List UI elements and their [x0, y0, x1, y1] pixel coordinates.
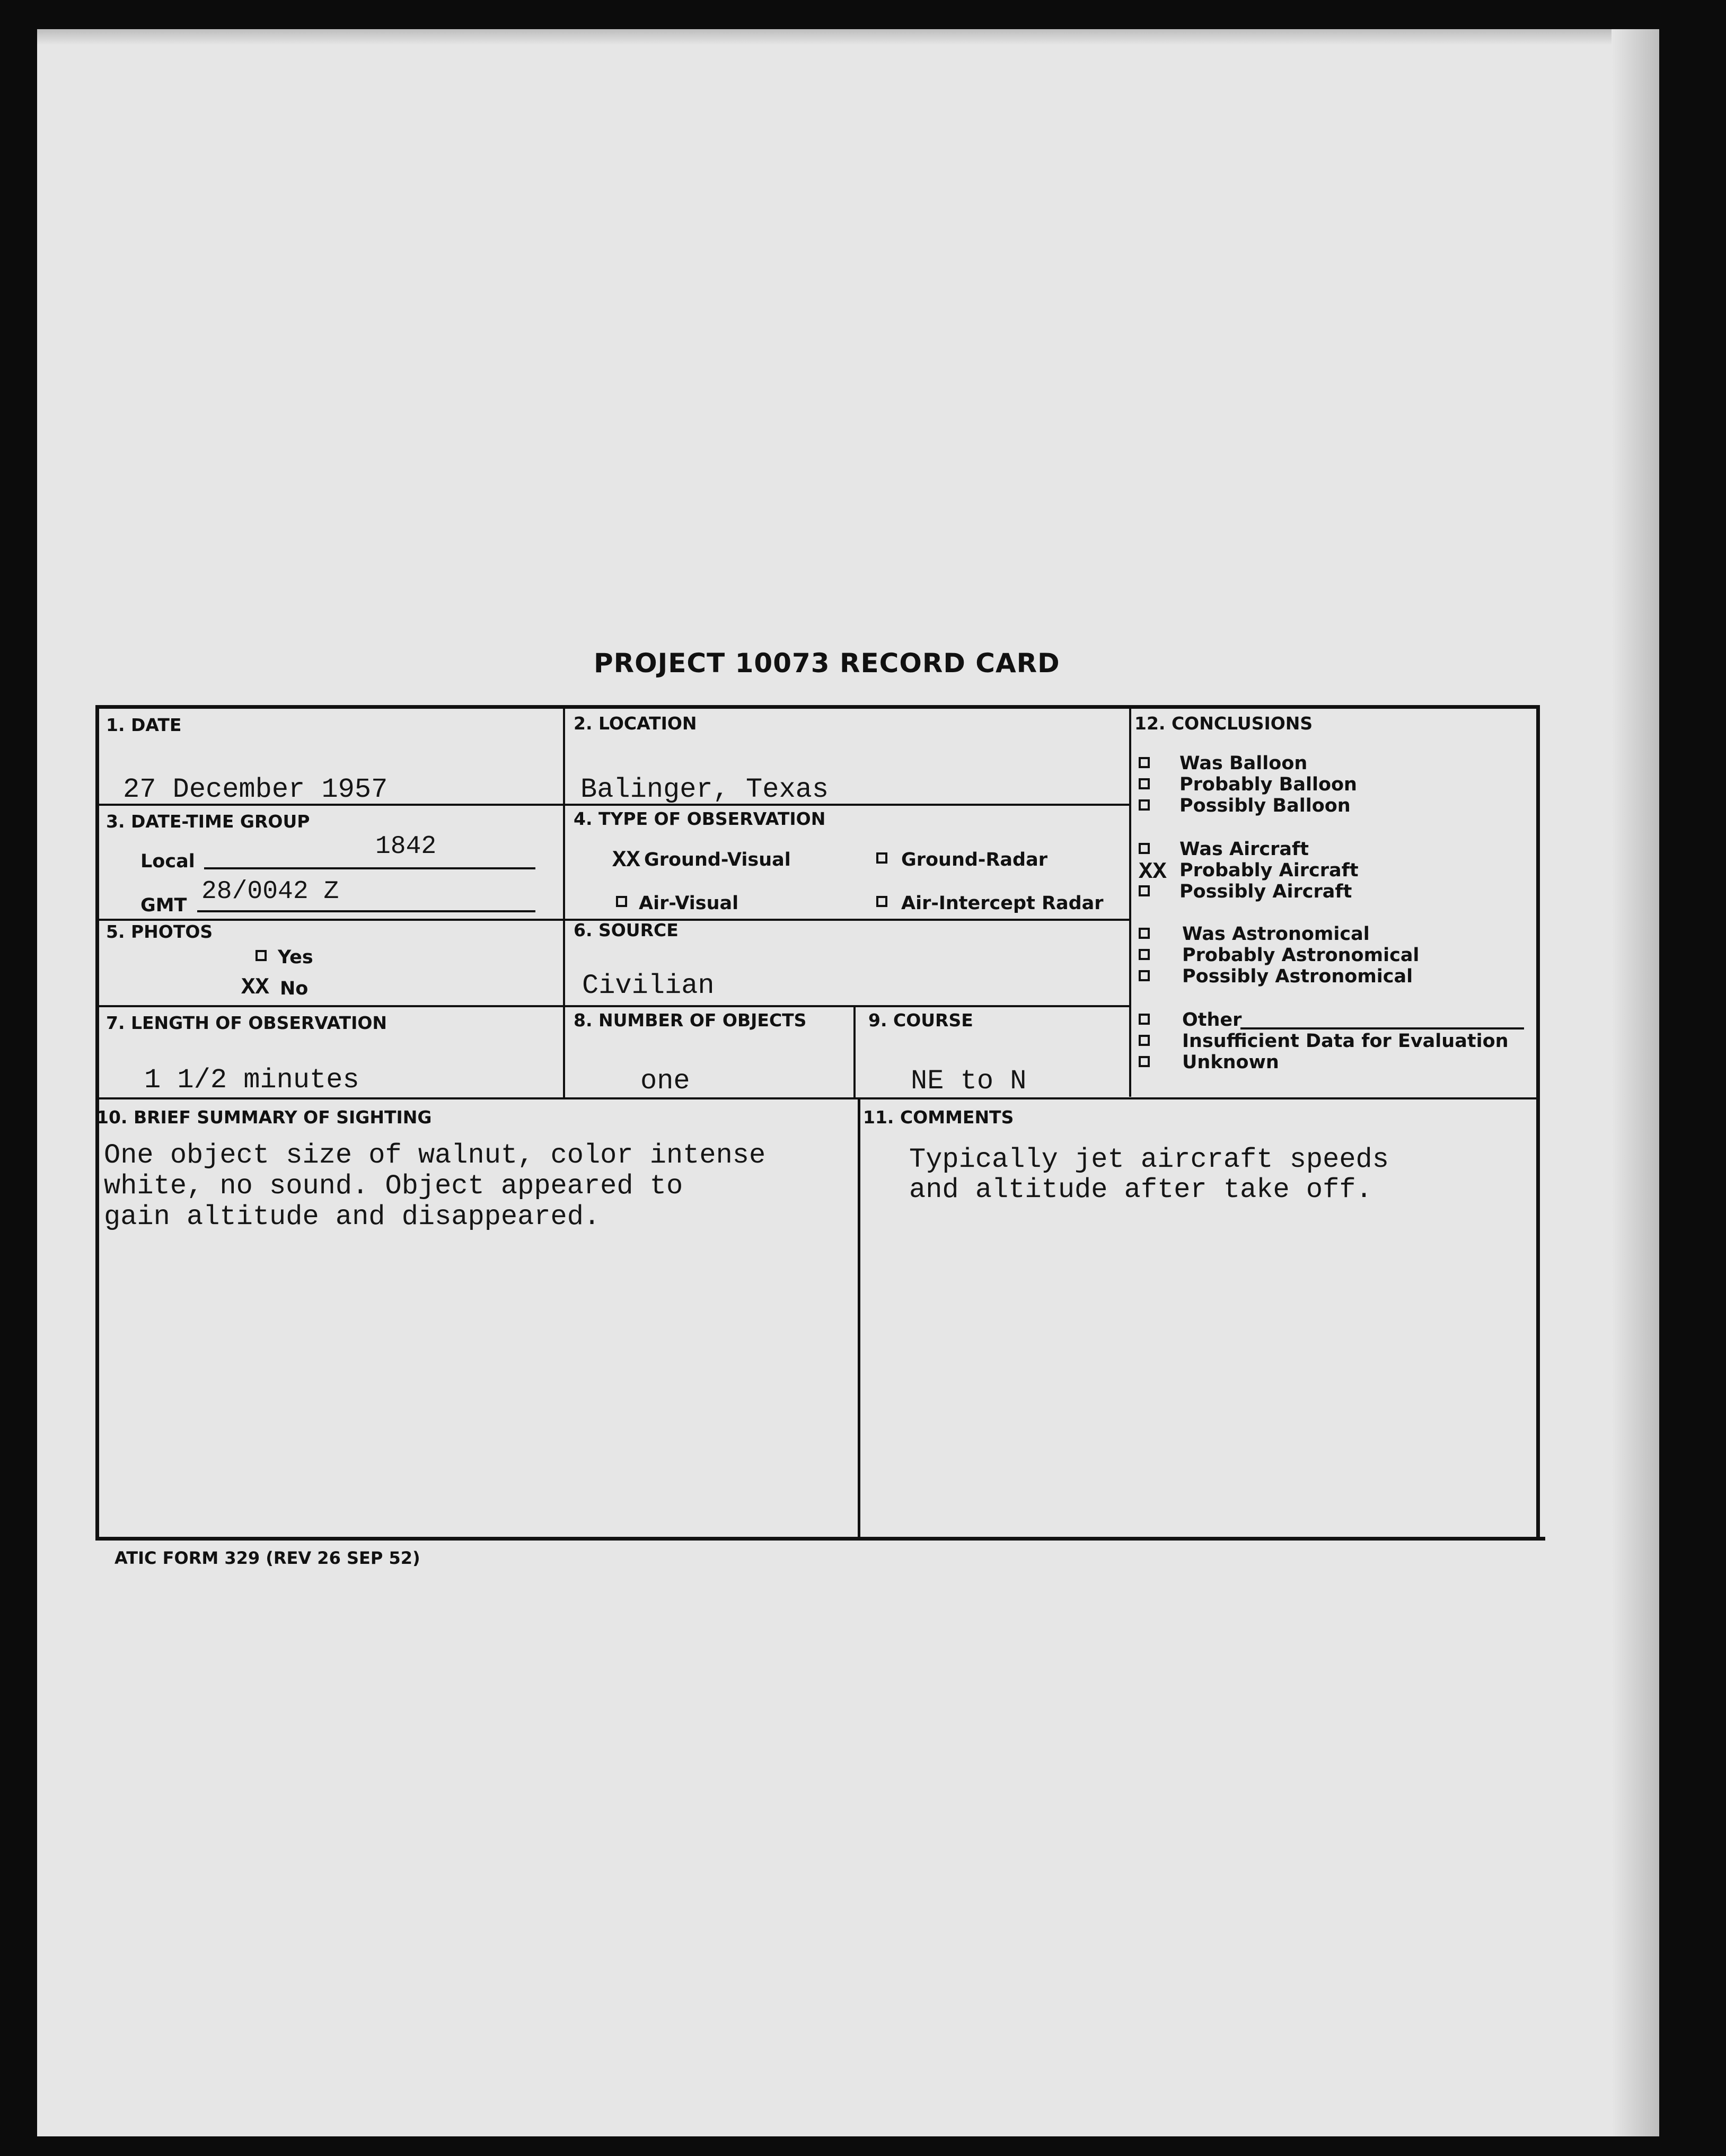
other-checkbox: [1139, 1014, 1150, 1025]
summary-line-3: gain altitude and disappeared.: [104, 1201, 601, 1233]
rule-v-conclusions: [1129, 708, 1131, 1097]
gmt-underline: [197, 910, 535, 912]
air-intercept-radar-option: Air-Intercept Radar: [901, 893, 1104, 914]
date-label: 1. DATE: [106, 715, 182, 735]
comments-label: 11. COMMENTS: [863, 1107, 1014, 1128]
probably-astronomical-checkbox: [1139, 949, 1150, 960]
was-astronomical-option: Was Astronomical: [1182, 923, 1370, 945]
photos-yes-checkbox: [256, 950, 267, 961]
frame-right: [1536, 705, 1540, 1540]
local-value: 1842: [375, 832, 437, 861]
insufficient-data-checkbox: [1139, 1035, 1150, 1046]
was-balloon-option: Was Balloon: [1179, 753, 1308, 774]
possibly-astronomical-option: Possibly Astronomical: [1182, 966, 1413, 987]
probably-aircraft-mark: XX: [1139, 859, 1167, 885]
probably-balloon-option: Probably Balloon: [1179, 774, 1357, 795]
course-value: NE to N: [911, 1066, 1027, 1097]
location-value: Balinger, Texas: [580, 774, 829, 805]
possibly-astronomical-checkbox: [1139, 970, 1150, 981]
local-underline: [204, 867, 535, 869]
rule-h-row3: [98, 1005, 1130, 1007]
probably-aircraft-option: Probably Aircraft: [1179, 860, 1359, 881]
air-visual-option: Air-Visual: [639, 893, 739, 914]
number-of-objects-value: one: [640, 1066, 690, 1097]
air-visual-checkbox: [616, 896, 627, 907]
summary-label: 10. BRIEF SUMMARY OF SIGHTING: [96, 1107, 432, 1128]
form-number: ATIC FORM 329 (REV 26 SEP 52): [115, 1548, 420, 1568]
photos-no-option: No: [280, 978, 309, 999]
gmt-label: GMT: [140, 895, 187, 916]
card-title: PROJECT 10073 RECORD CARD: [594, 648, 1060, 679]
length-of-observation-label: 7. LENGTH OF OBSERVATION: [106, 1013, 388, 1033]
gmt-value: 28/0042 Z: [201, 877, 339, 906]
rule-v-date-location: [563, 708, 565, 1098]
unknown-checkbox: [1139, 1056, 1150, 1067]
was-astronomical-checkbox: [1139, 928, 1150, 939]
was-aircraft-option: Was Aircraft: [1179, 839, 1309, 860]
rule-v-objects-course: [853, 1006, 856, 1099]
ground-visual-option: Ground-Visual: [644, 849, 791, 870]
was-aircraft-checkbox: [1139, 843, 1150, 854]
air-intercept-radar-checkbox: [876, 896, 887, 907]
sheet-shadow-top: [37, 29, 1659, 45]
photos-no-mark: XX: [241, 974, 269, 1001]
probably-astronomical-option: Probably Astronomical: [1182, 945, 1420, 966]
possibly-balloon-checkbox: [1139, 799, 1150, 811]
date-time-group-label: 3. DATE-TIME GROUP: [106, 811, 310, 832]
possibly-aircraft-option: Possibly Aircraft: [1179, 881, 1352, 902]
source-label: 6. SOURCE: [574, 920, 679, 940]
rule-h-row4: [98, 1097, 1539, 1099]
location-label: 2. LOCATION: [574, 713, 697, 734]
ground-visual-mark: XX: [612, 847, 640, 874]
possibly-aircraft-checkbox: [1139, 885, 1150, 896]
source-value: Civilian: [582, 970, 715, 1001]
other-option: Other: [1182, 1009, 1242, 1031]
date-value: 27 December 1957: [123, 774, 388, 805]
possibly-balloon-option: Possibly Balloon: [1179, 795, 1351, 816]
rule-v-summary-comments: [858, 1098, 860, 1538]
was-balloon-checkbox: [1139, 757, 1150, 768]
course-label: 9. COURSE: [868, 1010, 973, 1031]
frame-bottom: [95, 1537, 1545, 1541]
sheet-shadow-right: [1611, 29, 1659, 2136]
number-of-objects-label: 8. NUMBER OF OBJECTS: [574, 1010, 807, 1031]
insufficient-data-option: Insufficient Data for Evaluation: [1182, 1031, 1509, 1052]
conclusions-label: 12. CONCLUSIONS: [1134, 713, 1313, 734]
comments-line-2: and altitude after take off.: [909, 1174, 1372, 1205]
other-underline: [1240, 1027, 1524, 1029]
summary-line-2: white, no sound. Object appeared to: [104, 1171, 683, 1202]
photos-label: 5. PHOTOS: [106, 921, 213, 942]
ground-radar-checkbox: [876, 852, 887, 864]
length-of-observation-value: 1 1/2 minutes: [144, 1064, 359, 1096]
type-of-observation-label: 4. TYPE OF OBSERVATION: [574, 808, 826, 829]
unknown-option: Unknown: [1182, 1052, 1279, 1073]
ground-radar-option: Ground-Radar: [901, 849, 1047, 870]
probably-balloon-checkbox: [1139, 778, 1150, 789]
summary-line-1: One object size of walnut, color intense: [104, 1140, 766, 1171]
local-label: Local: [140, 851, 195, 872]
photos-yes-option: Yes: [278, 947, 313, 968]
frame-top: [95, 705, 1540, 709]
comments-line-1: Typically jet aircraft speeds: [909, 1144, 1389, 1175]
